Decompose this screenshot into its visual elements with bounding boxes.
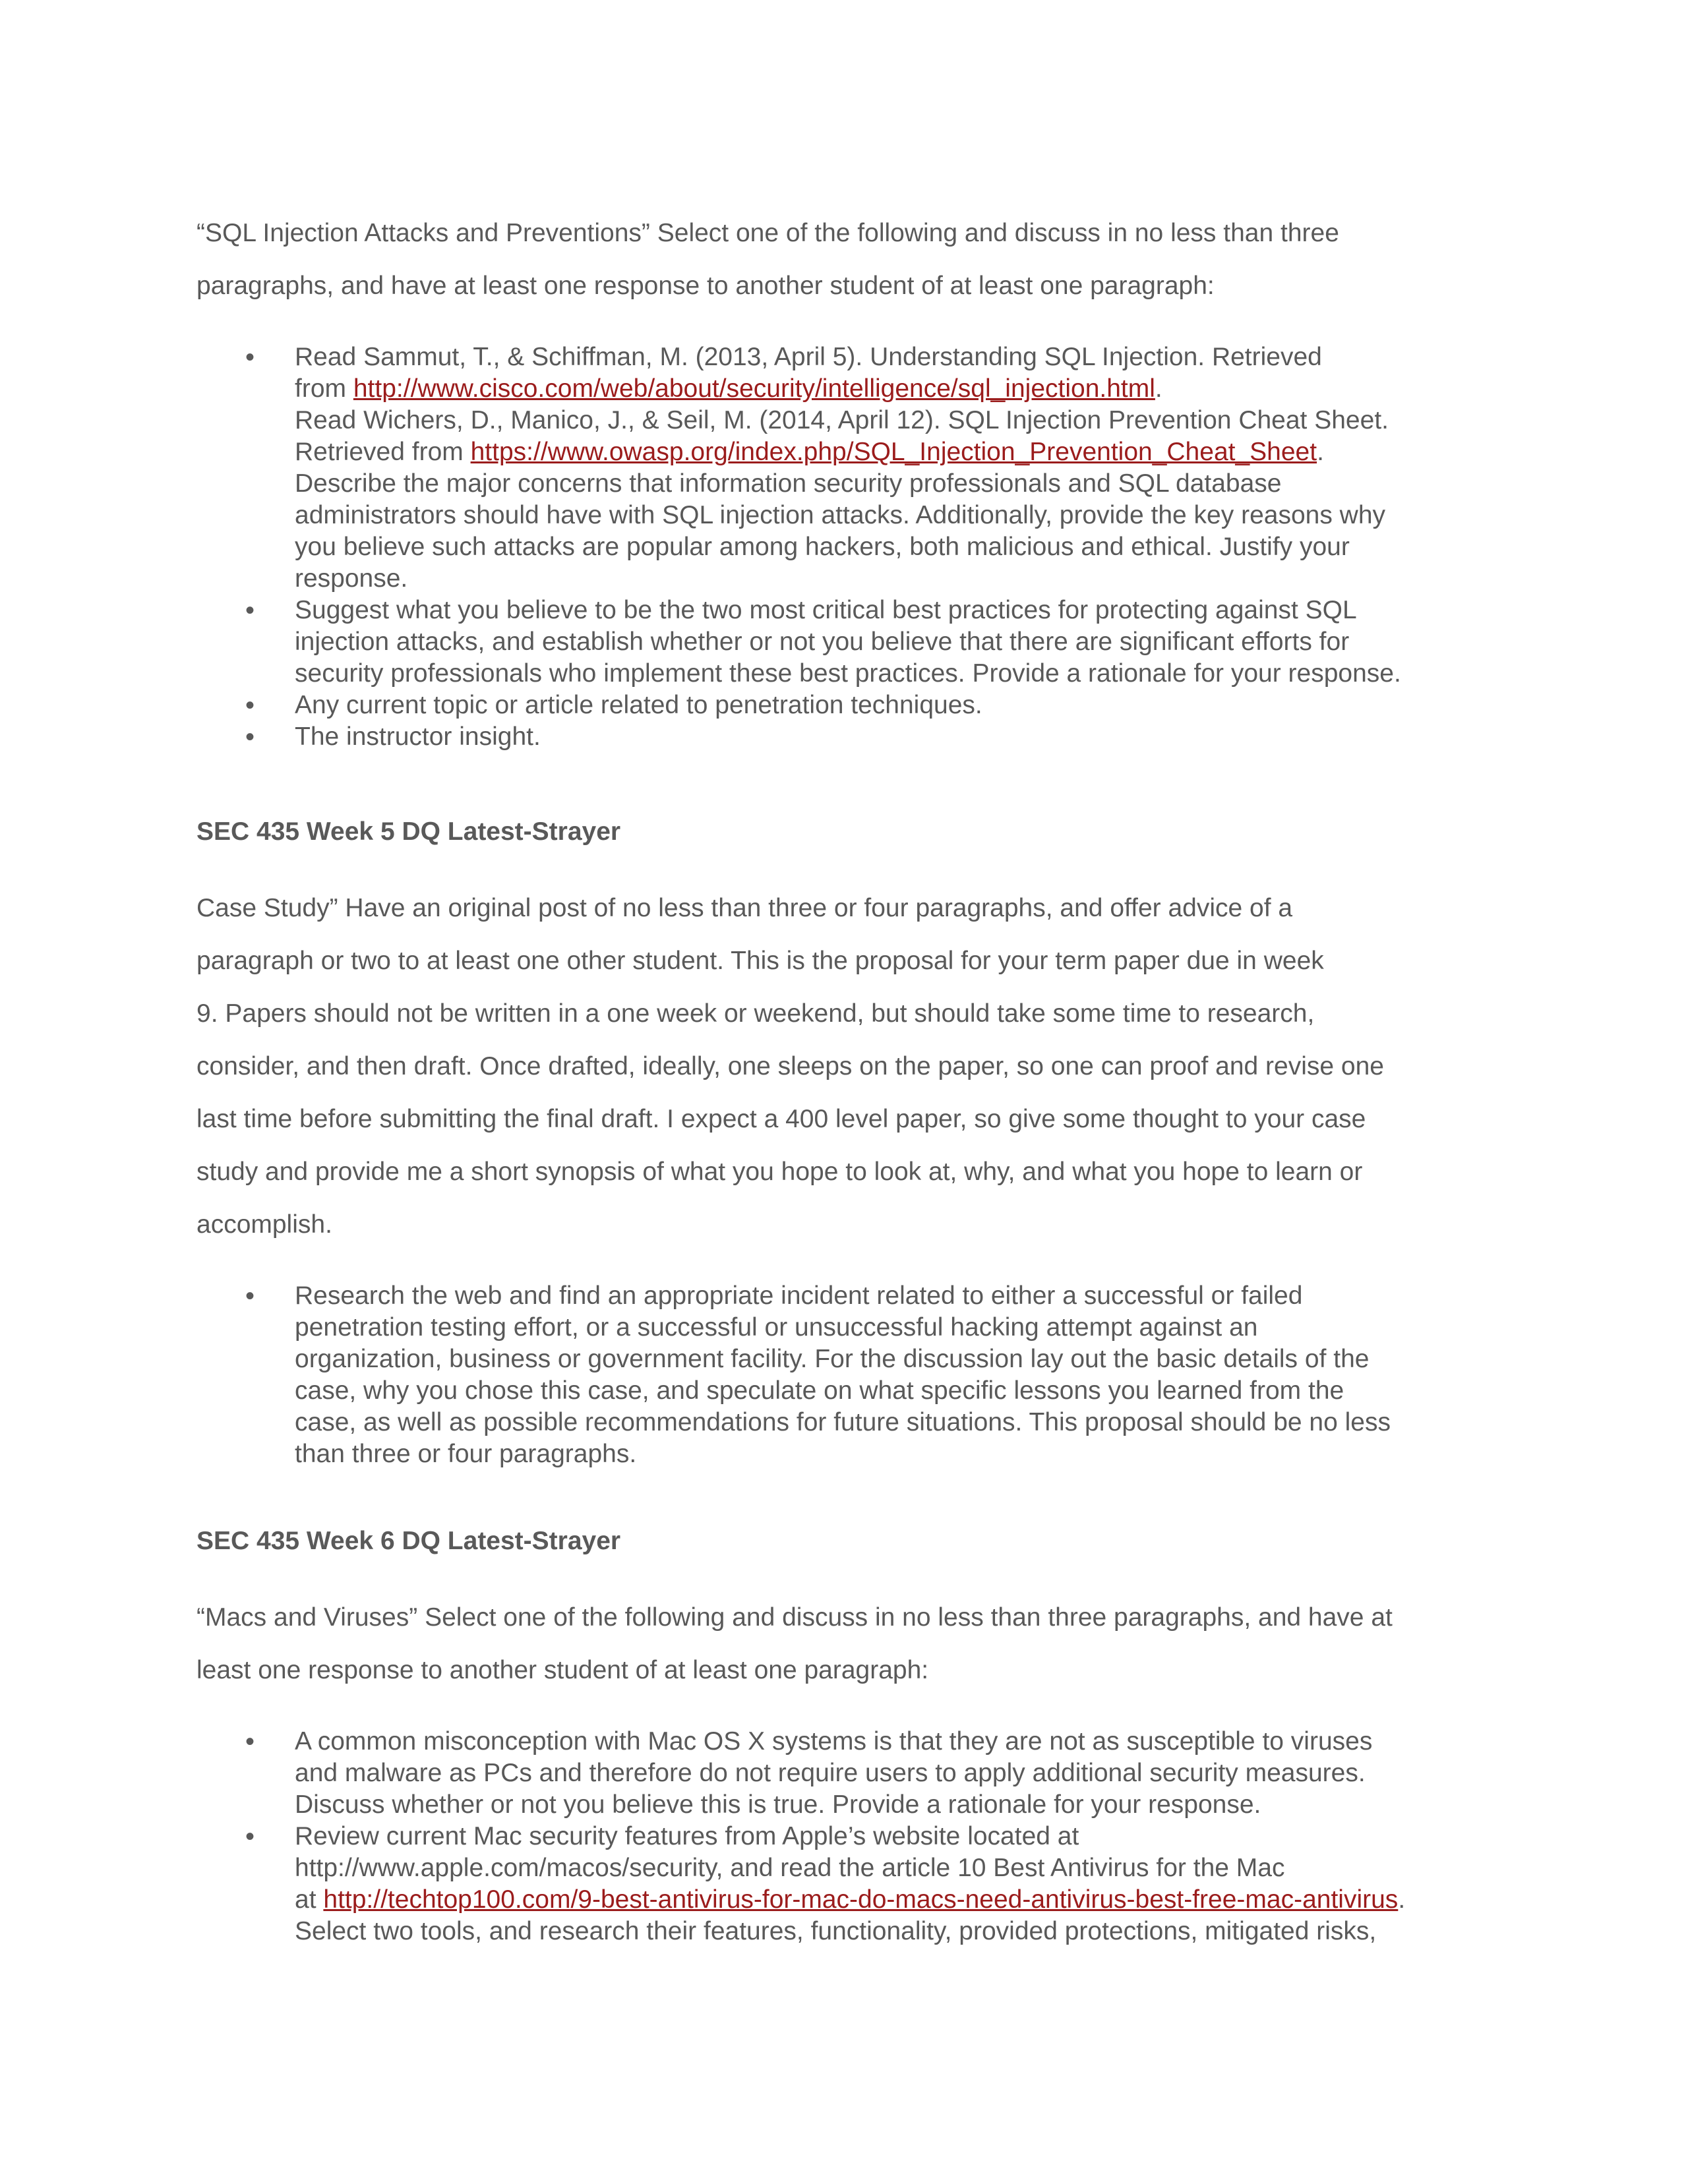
list-item-text: Suggest what you believe to be the two most critical best practices for protecting against SQL injection attacks, and establish whether or not you believe that there are significant efforts for security professionals who implement these best practices. Provide a rationale for your response. — [295, 596, 1401, 688]
week6-paragraph: “Macs and Viruses” Select one of the following and discuss in no less than three paragraphs, and have at least one response to another student of at least one paragraph: — [196, 1603, 1393, 1684]
list-item — [0, 1280, 1495, 1470]
bullet-icon: • — [245, 1282, 255, 1311]
bullet-icon: • — [245, 691, 255, 720]
list-item-text: Read Sammut, T., & Schiffman, M. (2013, April 5). Understanding SQL Injection. Retrieved from — [295, 343, 1322, 403]
bullet-icon: • — [245, 1822, 255, 1851]
list-item — [0, 595, 1495, 690]
list-item-text: Any current topic or article related to penetration techniques. — [295, 691, 982, 719]
list-item-text: . Select two tools, and research their features, functionality, provided protections, mitigated risks, — [295, 1885, 1406, 1945]
intro-paragraph: “SQL Injection Attacks and Preventions” Select one of the following and discuss in no less than three paragraphs, and have at least one response to another student of at least one paragraph: — [196, 219, 1339, 300]
week5-paragraph: Case Study” Have an original post of no less than three or four paragraphs, and offer advice of a paragraph or two to at least one other student. This is the proposal for your term paper due in week 9. Papers should not be written in a one week or weekend, but should take some time to research, consider, and then draft. Once drafted, ideally, one sleeps on the paper, so one can proof and revise one last time before submitting the final draft. I expect a 400 level paper, so give some thought to your case study and provide me a short synopsis of what you hope to look at, why, and what you hope to learn or accomplish. — [196, 894, 1384, 1239]
list-item-text: A common misconception with Mac OS X systems is that they are not as susceptible to viruses and malware as PCs and therefore do not require users to apply additional security measures. Discuss whether or not you believe this is true. Provide a rationale for your response. — [295, 1727, 1373, 1819]
week6-list — [0, 1726, 1688, 1947]
list-item — [0, 690, 1495, 721]
bullet-icon: • — [245, 1727, 255, 1756]
bullet-icon: • — [245, 723, 255, 752]
week5-heading: SEC 435 Week 5 DQ Latest-Strayer — [196, 817, 621, 846]
list-item-text: Review current Mac security features from Apple’s website located at http://www.apple.com/macos/security, and read the article 10 Best Antivirus for the Mac at — [295, 1822, 1285, 1914]
bullet-icon: • — [245, 596, 255, 625]
techtop100-antivirus-link[interactable]: http://techtop100.com/9-best-antivirus-for-mac-do-macs-need-antivirus-best-free-mac-antivirus — [323, 1885, 1399, 1914]
list-item — [0, 1821, 1495, 1947]
list-item-text: Research the web and find an appropriate incident related to either a successful or failed penetration testing effort, or a successful or unsuccessful hacking attempt against an organization, business or government facility. For the discussion lay out the basic details of the case, why you chose this case, and speculate on what specific lessons you learned from the case, as well as possible recommendations for future situations. This proposal should be no less than three or four paragraphs. — [295, 1282, 1391, 1468]
list-item — [0, 341, 1495, 595]
list-item — [0, 1726, 1495, 1821]
bullet-icon: • — [245, 343, 255, 372]
week5-list — [0, 1280, 1688, 1470]
week6-heading: SEC 435 Week 6 DQ Latest-Strayer — [196, 1527, 621, 1555]
list-item-text: . Read Wichers, D., Manico, J., & Seil, M. (2014, April 12). SQL Injection Prevention Cheat Sheet. Retrieved from — [295, 374, 1389, 466]
list-item-text: . Describe the major concerns that information security professionals and SQL database administrators should have with SQL injection attacks. Additionally, provide the key reasons why you believe such attacks are popular among hackers, both malicious and ethical. Justify your response. — [295, 438, 1386, 593]
list-item-text: The instructor insight. — [295, 723, 541, 751]
cisco-sql-injection-link[interactable]: http://www.cisco.com/web/about/security/intelligence/sql_injection.html — [353, 374, 1155, 403]
assignment-options-list-week4 — [0, 341, 1688, 753]
owasp-cheat-sheet-link[interactable]: https://www.owasp.org/index.php/SQL_Injection_Prevention_Cheat_Sheet — [470, 438, 1317, 466]
list-item — [0, 721, 1495, 753]
